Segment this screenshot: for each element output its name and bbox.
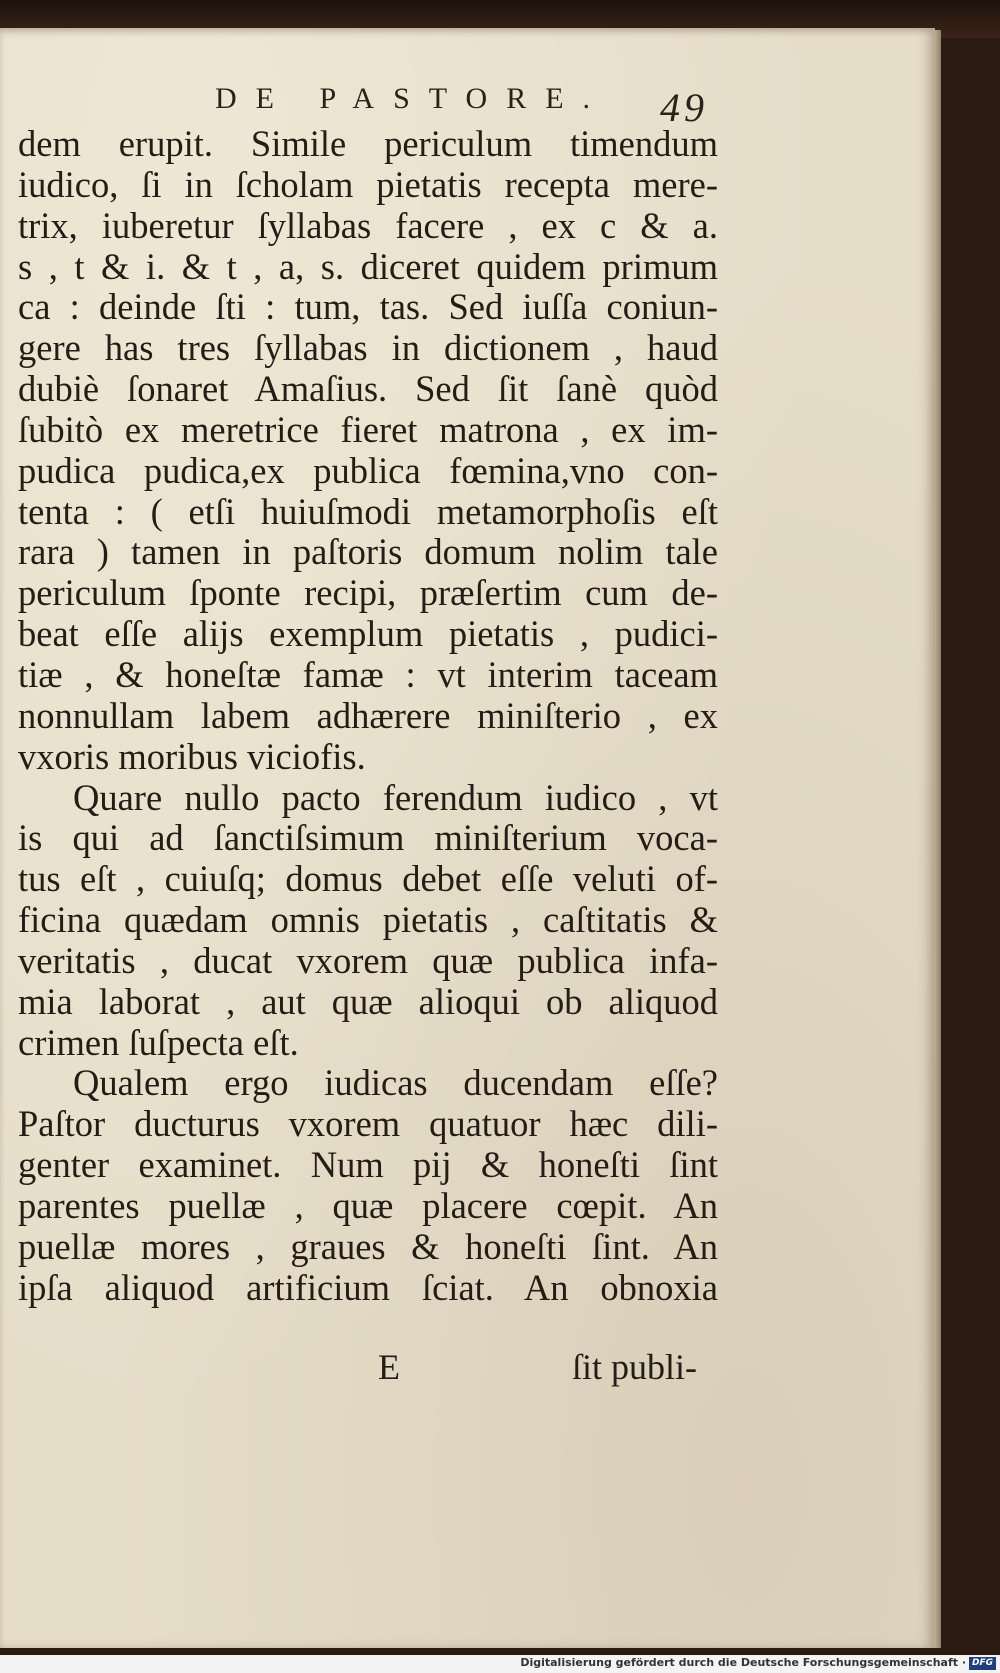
- book-page: [0, 28, 935, 1648]
- text-line: beat eſſe alijs exemplum pietatis , pudici-: [18, 613, 718, 655]
- text-line: genter examinet. Num pij & honeſti ſint: [18, 1144, 718, 1186]
- page-number: 49: [660, 85, 708, 130]
- text-line: iudico, ſi in ſcholam pietatis recepta mere-: [18, 163, 718, 205]
- text-line: ca : deinde ſti : tum, tas. Sed iuſſa coniun-: [18, 286, 718, 328]
- text-line: gere has tres ſyllabas in dictionem , haud: [18, 327, 718, 369]
- text-line: ficina quædam omnis pietatis , caſtitatis &: [18, 899, 718, 941]
- paragraph-start-line: Qualem ergo iudicas ducendam eſſe?: [73, 1062, 718, 1104]
- text-line: dubiè ſonaret Amaſius. Sed ſit ſanè quòd: [18, 368, 718, 410]
- text-line: veritatis , ducat vxorem quæ publica infa-: [18, 939, 718, 981]
- text-line: tus eſt , cuiuſq; domus debet eſſe veluti of-: [18, 858, 718, 900]
- text-line: trix, iuberetur ſyllabas facere , ex c & a.: [18, 204, 718, 246]
- text-line: crimen ſuſpecta eſt.: [18, 1021, 299, 1063]
- text-line: is qui ad ſanctiſsimum miniſterium voca-: [18, 817, 718, 859]
- dfg-logo: DFG: [969, 1657, 996, 1670]
- paragraph-start-line: Quare nullo pacto ferendum iudico , vt: [73, 776, 718, 818]
- text-line: ſubitò ex meretrice fieret matrona , ex im-: [18, 408, 718, 450]
- catchword: ſit publi-: [572, 1347, 697, 1387]
- body-text: [18, 124, 718, 1308]
- text-line: Paſtor ducturus vxorem quatuor hæc dili-: [18, 1103, 718, 1145]
- text-line: tiæ , & honeſtæ famæ : vt interim taceam: [18, 653, 718, 695]
- text-line: tenta : ( etſi huiuſmodi metamorphoſis eſt: [18, 490, 718, 532]
- text-line: s , t & i. & t , a, s. diceret quidem primum: [18, 245, 718, 287]
- text-line: vxoris moribus viciofis.: [18, 735, 366, 777]
- text-line: dem erupit. Simile periculum timendum: [18, 123, 718, 164]
- running-head: DE PASTORE.: [215, 82, 610, 115]
- text-line: rara ) tamen in paſtoris domum nolim tale: [18, 531, 718, 573]
- footer-credit: Digitalisierung gefördert durch die Deutsche Forschungsgemeinschaft ·: [520, 1656, 966, 1669]
- text-line: pudica pudica,ex publica fœmina,vno con-: [18, 449, 718, 491]
- text-line: mia laborat , aut quæ alioqui ob aliquod: [18, 980, 718, 1022]
- text-line: periculum ſponte recipi, præſertim cum de-: [18, 572, 718, 614]
- text-line: ipſa aliquod artificium ſciat. An obnoxia: [18, 1266, 718, 1308]
- text-line: parentes puellæ , quæ placere cœpit. An: [18, 1184, 718, 1226]
- signature-mark: E: [378, 1347, 400, 1387]
- text-line: puellæ mores , graues & honeſti ſint. An: [18, 1225, 718, 1267]
- text-line: nonnullam labem adhærere miniſterio , ex: [18, 694, 718, 736]
